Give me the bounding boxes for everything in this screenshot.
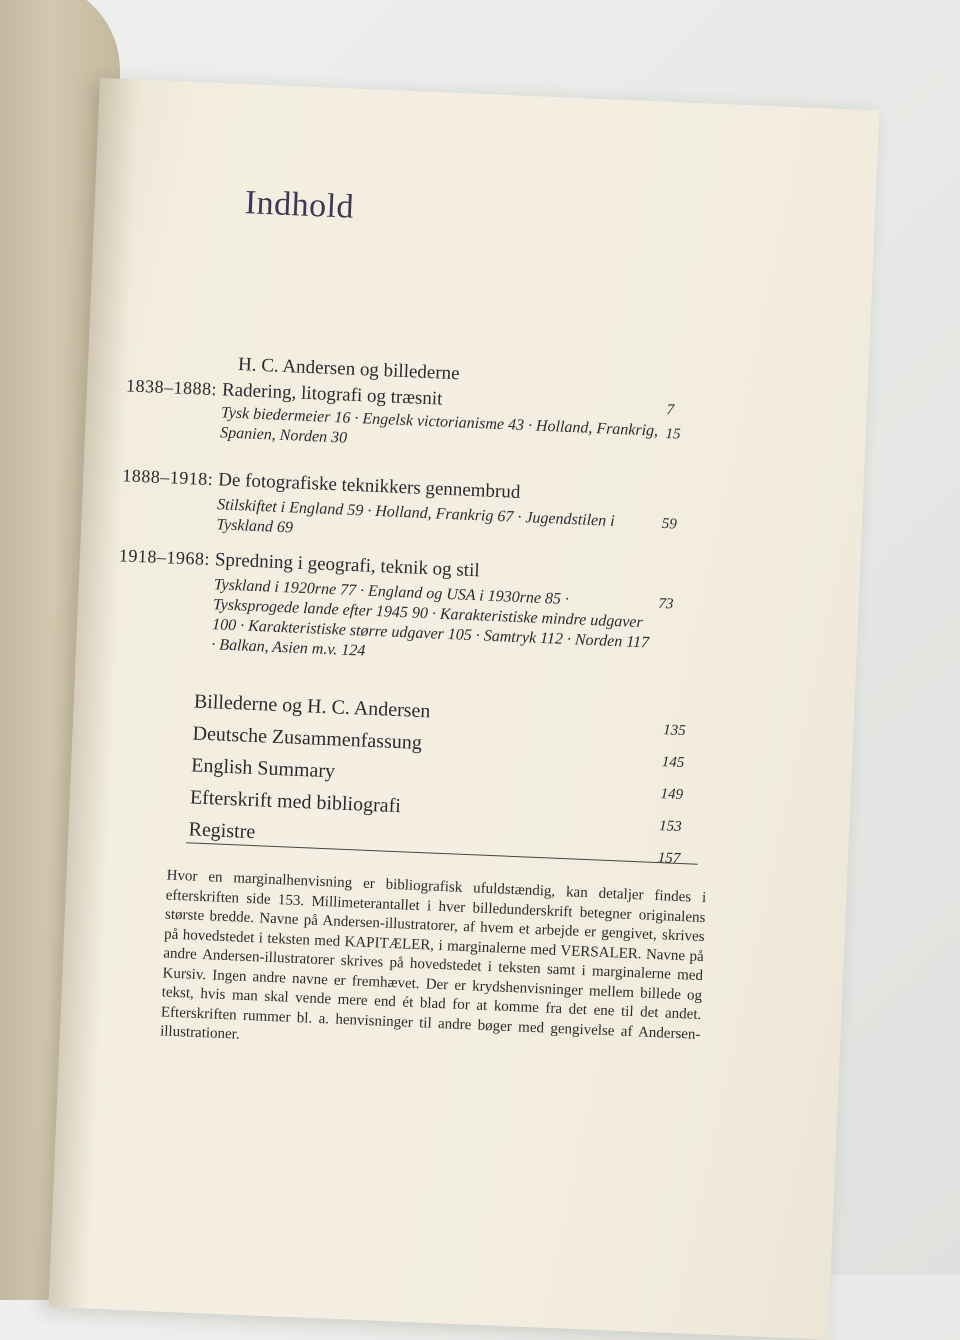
section-sub: Stilskiftet i England 59 · Holland, Frankrig 67 · Jugendstilen i Tyskland 69	[216, 496, 615, 537]
toc-entry-page: 153	[658, 818, 682, 836]
toc-entry-label: Registre	[188, 818, 256, 844]
toc-title: Indhold	[244, 184, 355, 226]
section-sub: Tysk biedermeier 16 · Engelsk victorianisme 43 · Holland, Frankrig, Spanien, Norden 30	[219, 404, 659, 447]
toc-entry-label: English Summary	[190, 754, 336, 783]
section-heading: Radering, litografi og træsnit	[221, 379, 443, 410]
section-heading: De fotografiske teknikkers gennembrud	[217, 469, 521, 503]
section-sub-page: 73	[658, 595, 674, 613]
toc-entry-label: Deutsche Zusammenfassung	[192, 722, 423, 755]
section-page: 7	[666, 402, 675, 419]
toc-intro-heading: H. C. Andersen og billederne	[237, 354, 460, 385]
divider-rule	[186, 842, 698, 864]
section-sub: Tyskland i 1920rne 77 · England og USA i 1930rne 85 · Tysksprogede lande efter 1945 90 · Karakteristiske mindre udgaver 100 · Karakteristiske større udgaver 105 · Samtryk 112 · Norden 117 · Balkan, Asien m.v. 124	[211, 576, 650, 660]
toc-entry-page: 149	[660, 786, 684, 804]
section-period: 1918–1968:	[118, 545, 211, 570]
toc-entry-page: 157	[657, 850, 681, 867]
page-content	[48, 78, 879, 1340]
toc-entry-label: Efterskrift med bibliografi	[189, 786, 402, 818]
toc-entry-page: 145	[661, 754, 685, 772]
section-sub-page: 59	[661, 515, 678, 533]
section-heading: Spredning i geografi, teknik og stil	[214, 549, 481, 582]
toc-entry-label: Billederne og H. C. Andersen	[193, 690, 431, 723]
toc-section	[80, 544, 799, 660]
footnote-paragraph	[160, 866, 707, 1064]
toc-section	[84, 464, 803, 537]
section-period: 1838–1888:	[125, 375, 218, 400]
section-sub-page: 15	[665, 426, 681, 443]
footnote-text: Hvor en marginalhenvisning er bibliografisk ufuldstændig, kan detaljer findes i efterskriften side 153. Millimeterantallet i hver billedunderskrift betegner originalens største bredde. Navne på Andersen-illustratorer, af hvem et arbejde er gengivet, skrives på hovedstedet i teksten med KAPITÆLER, i marginalerne med VERSALER. Navne på andre Andersen-illustratorer skrives på hovedstedet i teksten samt i marginalerne med Kursiv. Ingen andre navne er fremhævet. Der er krydshenvisninger mellem billede og tekst, hvis man skal vende mere end ét blad for at komme fra det ene til det andet. Efterskriften rummer bl. a. henvisninger til andre bøger med gengivelse af Andersen-illustrationer.	[159, 867, 707, 1043]
book-page	[48, 78, 879, 1340]
toc-entry-page: 135	[662, 722, 686, 740]
section-period: 1888–1918:	[121, 465, 214, 490]
